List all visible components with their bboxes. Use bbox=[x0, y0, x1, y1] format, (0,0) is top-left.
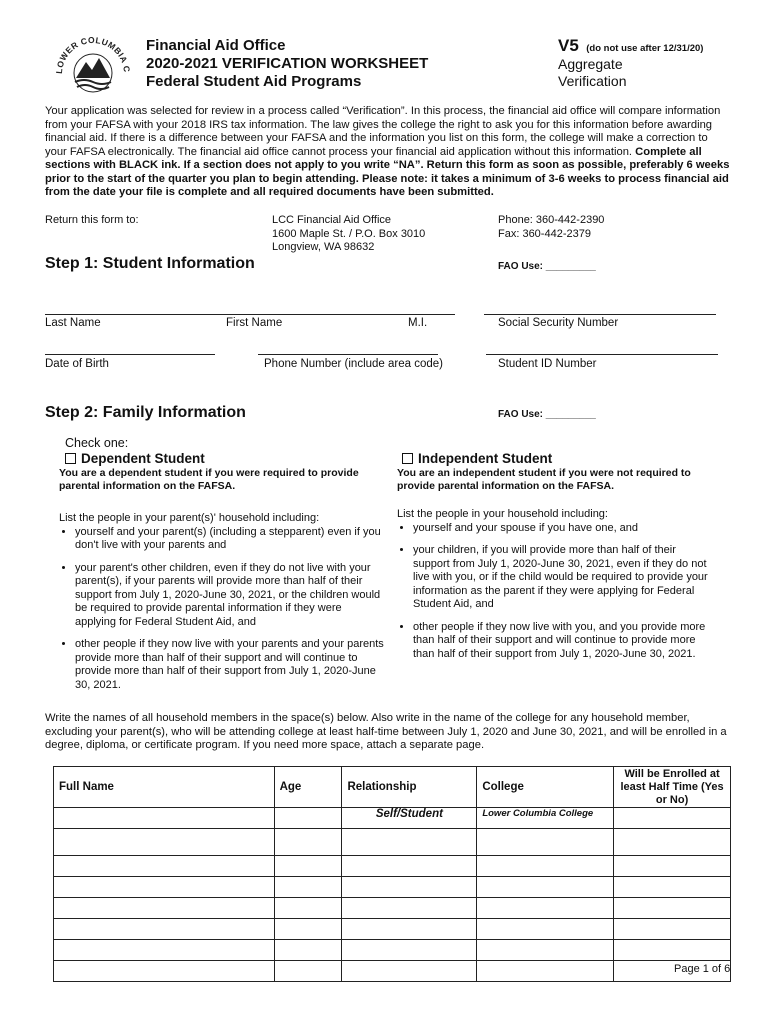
cell-college[interactable] bbox=[477, 961, 614, 982]
address-line-1: LCC Financial Aid Office bbox=[272, 214, 392, 226]
cell-age[interactable] bbox=[274, 856, 342, 877]
address-line-2: 1600 Maple St. / P.O. Box 3010 bbox=[272, 227, 426, 240]
cell-relationship[interactable] bbox=[342, 898, 477, 919]
logo-emblem bbox=[52, 28, 134, 96]
independent-item-1: • yourself and your spouse if you have one, and bbox=[413, 522, 715, 536]
version-sub1: Aggregate bbox=[558, 56, 623, 72]
table-header-row bbox=[54, 767, 731, 808]
cell-full-name[interactable] bbox=[54, 877, 275, 898]
svg-text:LOWER COLUMBIA COLLEGE bbox=[52, 28, 132, 74]
table-row bbox=[54, 877, 731, 898]
independent-option[interactable] bbox=[402, 451, 552, 466]
first-name-label: First Name bbox=[226, 317, 283, 329]
check-one-label: Check one: bbox=[65, 436, 129, 450]
dependent-list bbox=[59, 512, 385, 701]
document-title bbox=[146, 37, 428, 91]
phone-label: Phone Number (include area code) bbox=[264, 358, 443, 370]
return-contact bbox=[498, 214, 604, 241]
household-instructions: Write the names of all household members in the space(s) below. Also write in the name of the college for any household member, excluding your parent(s), who will be attending college at least half-time between July 1, 2020 and June 30, 2021, and will be enrolled in a degree, diploma, or certificate program. If you need more space, attach a separate page. bbox=[45, 712, 727, 751]
title-line-1: Financial Aid Office bbox=[146, 37, 286, 54]
version-note: (do not use after 12/31/20) bbox=[586, 43, 704, 54]
table-row bbox=[54, 829, 731, 856]
return-label: Return this form to: bbox=[45, 214, 139, 226]
dob-line[interactable] bbox=[45, 354, 215, 355]
cell-enrolled[interactable] bbox=[614, 877, 731, 898]
cell-age[interactable] bbox=[274, 961, 342, 982]
dependent-description: You are a dependent student if you were required to provide parental information on the FAFSA. bbox=[59, 467, 359, 492]
cell-enrolled[interactable] bbox=[614, 940, 731, 961]
independent-list-intro: List the people in your household including: bbox=[397, 508, 608, 520]
cell-full-name[interactable] bbox=[54, 829, 275, 856]
college-logo bbox=[52, 28, 134, 96]
cell-relationship[interactable] bbox=[342, 829, 477, 856]
title-line-3: Federal Student Aid Programs bbox=[146, 73, 362, 90]
dependent-item-3: • other people if they now live with your parents and your parents provide more than half of their support and will continue to provide more than half of their support from July 1, 2020-June 30, 2021. bbox=[75, 638, 385, 692]
step2-fao-use: FAO Use: _________ bbox=[498, 409, 596, 420]
cell-full-name[interactable] bbox=[54, 919, 275, 940]
phone-line[interactable] bbox=[258, 354, 438, 355]
name-line[interactable] bbox=[45, 314, 455, 315]
dependent-item-2: • your parent's other children, even if they do not live with your parent(s), if your parents will provide more than half of their support from July 1, 2020-June 30, 2021, or the children would be required to provide parental information if they were applying for Federal Student Aid, and bbox=[75, 562, 385, 630]
independent-description: You are an independent student if you were not required to provide parental information on the FAFSA. bbox=[397, 467, 691, 492]
independent-item-3: • other people if they now live with you, and you provide more than half of their support and will continue to provide more than half of their support from July 1, 2020-June 30, 2021. bbox=[413, 621, 715, 662]
last-name-label: Last Name bbox=[45, 317, 101, 329]
cell-full-name[interactable] bbox=[54, 961, 275, 982]
cell-age[interactable] bbox=[274, 877, 342, 898]
cell-full-name[interactable] bbox=[54, 940, 275, 961]
dependent-item-1: • yourself and your parent(s) (including a stepparent) even if you don't live with your parents and bbox=[75, 526, 385, 553]
dob-label: Date of Birth bbox=[45, 358, 109, 370]
step1-title: Step 1: Student Information bbox=[45, 255, 255, 272]
cell-age[interactable] bbox=[274, 898, 342, 919]
cell-college[interactable] bbox=[477, 856, 614, 877]
step1-fao-use: FAO Use: _________ bbox=[498, 261, 596, 272]
independent-checkbox[interactable] bbox=[402, 453, 413, 464]
cell-college[interactable] bbox=[477, 829, 614, 856]
title-line-2: 2020-2021 VERIFICATION WORKSHEET bbox=[146, 55, 429, 72]
cell-relationship[interactable] bbox=[342, 961, 477, 982]
cell-enrolled[interactable] bbox=[614, 856, 731, 877]
cell-full-name[interactable] bbox=[54, 808, 275, 829]
cell-relationship[interactable] bbox=[342, 856, 477, 877]
household-table bbox=[53, 766, 731, 982]
cell-relationship[interactable] bbox=[342, 940, 477, 961]
table-row bbox=[54, 856, 731, 877]
header-enrolled: Will be Enrolled at least Half Time (Yes or No) bbox=[614, 767, 731, 808]
dependent-option[interactable] bbox=[65, 451, 205, 466]
dependent-label: Dependent Student bbox=[81, 451, 205, 466]
student-id-label: Student ID Number bbox=[498, 358, 597, 370]
ssn-line[interactable] bbox=[484, 314, 716, 315]
cell-relationship[interactable] bbox=[342, 877, 477, 898]
cell-full-name[interactable] bbox=[54, 856, 275, 877]
step2-title: Step 2: Family Information bbox=[45, 404, 246, 421]
table-row bbox=[54, 919, 731, 940]
dependent-checkbox[interactable] bbox=[65, 453, 76, 464]
cell-college[interactable] bbox=[477, 877, 614, 898]
page-number: Page 1 of 6 bbox=[674, 963, 731, 975]
return-phone: Phone: 360-442-2390 bbox=[498, 214, 605, 226]
dependent-list-intro: List the people in your parent(s)' household including: bbox=[59, 512, 320, 524]
cell-full-name[interactable] bbox=[54, 898, 275, 919]
cell-college[interactable] bbox=[477, 919, 614, 940]
cell-college[interactable] bbox=[477, 940, 614, 961]
independent-list bbox=[397, 508, 715, 670]
version-sub2: Verification bbox=[558, 73, 627, 89]
cell-relationship[interactable] bbox=[342, 919, 477, 940]
table-row bbox=[54, 808, 731, 829]
cell-enrolled[interactable] bbox=[614, 919, 731, 940]
header-relationship: Relationship bbox=[342, 767, 477, 808]
table-row bbox=[54, 961, 731, 982]
return-fax: Fax: 360-442-2379 bbox=[498, 227, 591, 240]
header-age: Age bbox=[274, 767, 342, 808]
cell-age[interactable] bbox=[274, 808, 342, 829]
mi-label: M.I. bbox=[408, 317, 428, 329]
cell-age[interactable] bbox=[274, 940, 342, 961]
table-row bbox=[54, 940, 731, 961]
header-college: College bbox=[477, 767, 614, 808]
cell-enrolled[interactable] bbox=[614, 829, 731, 856]
cell-college-lcc: Lower Columbia College bbox=[477, 808, 614, 829]
cell-relationship-self: Self/Student bbox=[342, 808, 477, 829]
intro-bold: Complete all sections with BLACK ink. If a section does not apply to you write “NA”. Return this form as soon as possible, preferably 6 weeks prior to the start of the quarter you plan to begin attending. Please note: it takes a minimum of 3-6 weeks to process financial aid from the date your file is complete and all required documents have been submitted. bbox=[45, 145, 730, 198]
version-number: V5 bbox=[558, 36, 579, 55]
logo-text: LOWER COLUMBIA C bbox=[53, 34, 133, 75]
cell-enrolled[interactable] bbox=[614, 808, 731, 829]
cell-enrolled[interactable] bbox=[614, 898, 731, 919]
header-full-name: Full Name bbox=[54, 767, 275, 808]
address-line-3: Longview, WA 98632 bbox=[272, 241, 375, 253]
intro-paragraph bbox=[45, 105, 730, 200]
version-block bbox=[558, 36, 703, 90]
intro-normal: Your application was selected for review in a process called “Verification”. In this process, the financial aid office will compare information from your FAFSA with your 2018 IRS tax information. The law gives the college the right to ask you for this information before awarding financial aid. If there is a difference between your FAFSA and the information you list on this form, the college will make a correction to your FAFSA electronically. The financial aid office cannot process your financial aid application without this information. bbox=[45, 105, 721, 158]
independent-item-2: • your children, if you will provide more than half of their support from July 1, 2020-June 30, 2021, even if they do not live with you, or if the child would be required to provide your information as the parent if they were applying for Federal Student Aid, and bbox=[413, 544, 715, 612]
ssn-label: Social Security Number bbox=[498, 317, 619, 329]
cell-college[interactable] bbox=[477, 898, 614, 919]
cell-age[interactable] bbox=[274, 919, 342, 940]
return-address bbox=[272, 214, 425, 255]
cell-age[interactable] bbox=[274, 829, 342, 856]
table-row bbox=[54, 898, 731, 919]
independent-label: Independent Student bbox=[418, 451, 553, 466]
student-id-line[interactable] bbox=[486, 354, 718, 355]
